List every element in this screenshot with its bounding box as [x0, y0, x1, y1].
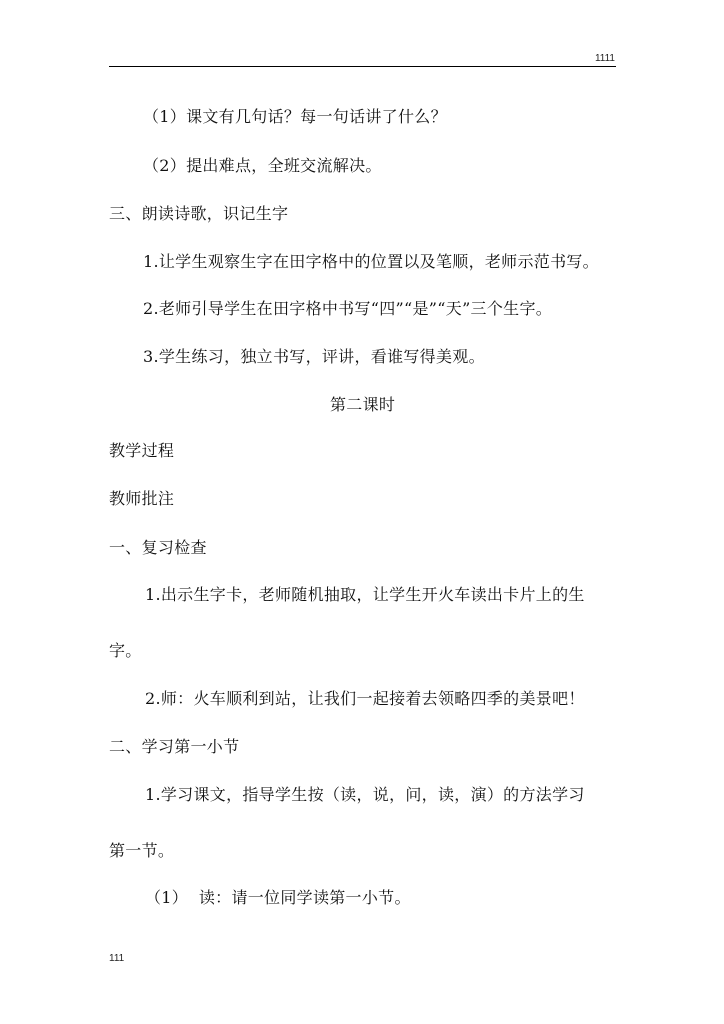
header-rule	[109, 66, 616, 67]
body-line-review1: 1.出示生字卡，老师随机抽取，让学生开火车读出卡片上的生	[145, 585, 585, 604]
footer-page-number: 111	[109, 953, 125, 964]
section-heading-2: 二、学习第一小节	[109, 737, 240, 756]
header-page-number: 1111	[594, 53, 615, 64]
section-label-notes: 教师批注	[109, 489, 175, 508]
body-line-step2: 2.老师引导学生在田字格中书写“四”“是”“天”三个生字。	[143, 299, 553, 318]
section-label-process: 教学过程	[109, 441, 175, 460]
body-line-step3: 3.学生练习，独立书写，评讲，看谁写得美观。	[143, 347, 485, 366]
body-line-review1-cont: 字。	[109, 641, 142, 660]
body-line-study1: 1.学习课文，指导学生按（读，说，问，读，演）的方法学习	[145, 785, 585, 804]
body-line-q1: （1）课文有几句话？每一句话讲了什么？	[143, 107, 447, 126]
section-heading-1: 一、复习检查	[109, 538, 207, 557]
body-line-review2: 2.师：火车顺利到站，让我们一起接着去领略四季的美景吧！	[145, 689, 585, 708]
body-line-q2: （2）提出难点，全班交流解决。	[143, 156, 382, 175]
body-line-step1: 1.让学生观察生字在田字格中的位置以及笔顺，老师示范书写。	[143, 252, 599, 271]
body-line-study1-cont: 第一节。	[109, 841, 175, 860]
lesson-title: 第二课时	[330, 395, 396, 414]
section-heading-3: 三、朗读诗歌，识记生字	[109, 204, 289, 223]
body-line-read: （1） 读：请一位同学读第一小节。	[145, 888, 411, 907]
